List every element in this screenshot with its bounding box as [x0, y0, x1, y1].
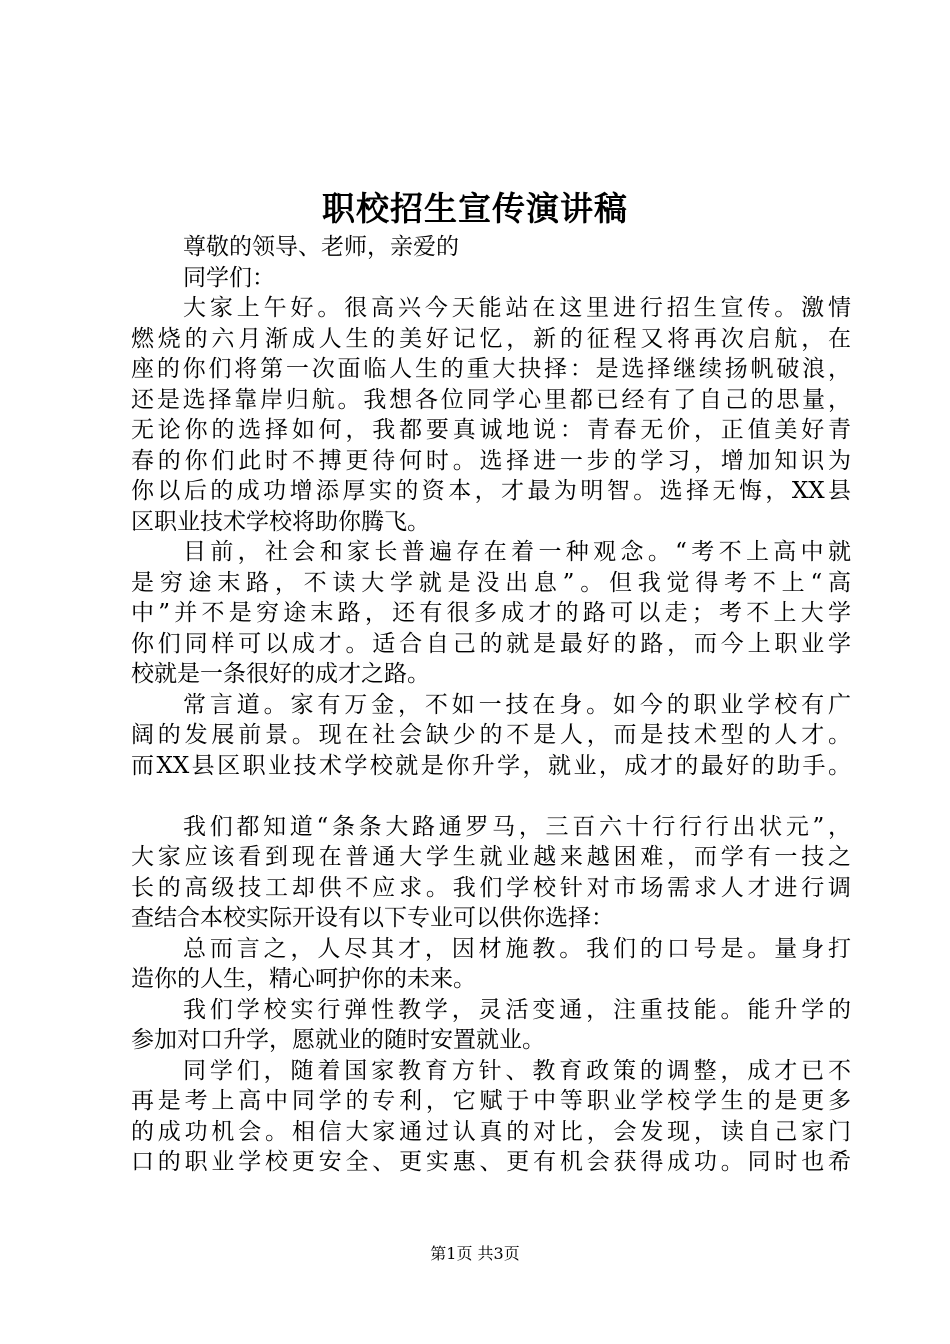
text-line: 春的你们此时不搏更待何时。选择进一步的学习，增加知识为	[131, 447, 851, 474]
document-body	[131, 232, 851, 1178]
text-line: 无论你的选择如何，我都要真诚地说：青春无价，正值美好青	[131, 417, 851, 443]
text-line: 你们同样可以成才。适合自己的就是最好的路，而今上职业学	[131, 630, 851, 657]
text-line: 燃烧的六月渐成人生的美好记忆，新的征程又将再次启航，在	[131, 325, 851, 352]
text-line: 阔的发展前景。现在社会缺少的不是人，而是技术型的人才。	[131, 722, 851, 748]
text-line: 目前，社会和家长普遍存在着一种观念。“考不上高中就	[183, 539, 851, 565]
text-line: 校就是一条很好的成才之路。	[131, 661, 430, 687]
document-title: 职校招生宣传演讲稿	[322, 189, 628, 228]
text-line: 总而言之，人尽其才，因材施教。我们的口号是。量身打	[183, 935, 851, 962]
page-footer: 第1页 共3页	[430, 1244, 520, 1263]
text-line: 你以后的成功增添厚实的资本，才最为明智。选择无悔，XX县	[131, 478, 851, 504]
text-line: 我们都知道“条条大路通罗马，三百六十行行行出状元”，	[183, 813, 851, 840]
text-line: 而XX县区职业技术学校就是你升学，就业，成才的最好的助手。	[131, 752, 851, 779]
text-line: 长的高级技工却供不应求。我们学校针对市场需求人才进行调	[131, 874, 851, 901]
text-line: 口的职业学校更安全、更实惠、更有机会获得成功。同时也希	[131, 1149, 851, 1175]
text-line: 常言道。家有万金，不如一技在身。如今的职业学校有广	[183, 691, 851, 718]
text-line: 同学们：	[183, 264, 275, 291]
text-line: 是穷途末路，不读大学就是没出息”。但我觉得考不上“高	[131, 569, 851, 596]
blank-line	[131, 781, 851, 812]
text-line: 同学们，随着国家教育方针、教育政策的调整，成才已不	[183, 1057, 851, 1084]
text-line: 大家应该看到现在普通大学生就业越来越困难，而学有一技之	[131, 844, 851, 870]
text-line: 尊敬的领导、老师，亲爱的	[183, 234, 459, 260]
text-line: 区职业技术学校将助你腾飞。	[131, 508, 430, 535]
text-line: 我们学校实行弹性教学，灵活变通，注重技能。能升学的	[183, 996, 851, 1023]
text-line: 再是考上高中同学的专利，它赋于中等职业学校学生的是更多	[131, 1088, 851, 1114]
text-line: 还是选择靠岸归航。我想各位同学心里都已经有了自己的思量，	[131, 386, 851, 413]
text-line: 座的你们将第一次面临人生的重大抉择：是选择继续扬帆破浪，	[131, 356, 851, 382]
text-line: 查结合本校实际开设有以下专业可以供你选择：	[131, 905, 614, 931]
text-line: 造你的人生，精心呵护你的未来。	[131, 966, 476, 992]
text-line: 的成功机会。相信大家通过认真的对比，会发现，读自己家门	[131, 1118, 851, 1145]
text-line: 参加对口升学，愿就业的随时安置就业。	[131, 1027, 545, 1053]
text-line: 中”并不是穷途末路，还有很多成才的路可以走；考不上大学	[131, 600, 851, 626]
text-line: 大家上午好。很高兴今天能站在这里进行招生宣传。激情	[183, 295, 851, 321]
